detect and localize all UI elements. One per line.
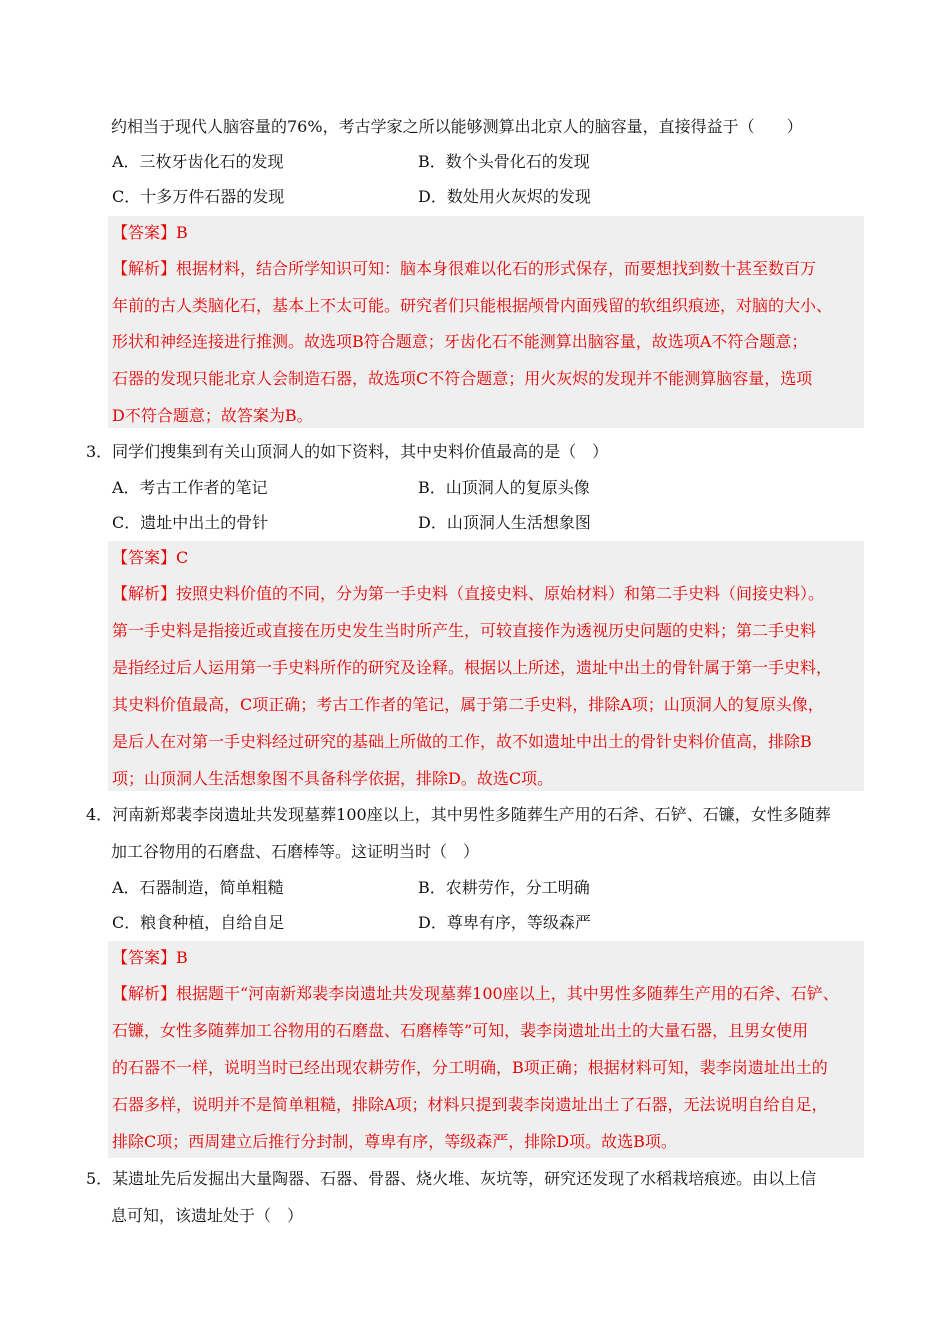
q2-stem-tail: 约相当于现代人脑容量的76%，考古学家之所以能够测算出北京人的脑容量，直接得益于（ ） — [111, 117, 803, 136]
q2-answer-box — [108, 216, 864, 428]
q3-analysis-line: 第一手史料是指接近或直接在历史发生当时所产生，可较直接作为透视历史问题的史料；第二手史料 — [112, 621, 817, 640]
q3-analysis-line: 项；山顶洞人生活想象图不具备科学依据，排除D。故选C项。 — [112, 769, 554, 788]
q3-answer: 【答案】C — [112, 548, 189, 567]
q2-answer: 【答案】B — [112, 223, 188, 242]
q5-stem-line1: 5．某遗址先后发掘出大量陶器、石器、骨器、烧火堆、灰坑等，研究还发现了水稻栽培痕迹。由以上信 — [86, 1169, 817, 1188]
q3-option-b: B．山顶洞人的复原头像 — [418, 478, 590, 497]
q4-stem-line1: 4．河南新郑裴李岗遗址共发现墓葬100座以上，其中男性多随葬生产用的石斧、石铲、石镰，女性多随葬 — [86, 805, 831, 824]
q3-stem: 3．同学们搜集到有关山顶洞人的如下资料，其中史料价值最高的是（ ） — [86, 442, 609, 461]
q3-analysis-line: 是后人在对第一手史料经过研究的基础上所做的工作，故不如遗址中出土的骨针史料价值高，排除B — [112, 732, 812, 751]
q3-analysis-line: 其史料价值最高，C项正确；考古工作者的笔记，属于第二手史料，排除A项；山顶洞人的复原头像， — [112, 695, 824, 714]
q3-option-d: D．山顶洞人生活想象图 — [418, 513, 591, 532]
q4-option-a: A．石器制造，简单粗糙 — [112, 878, 284, 897]
q4-option-b: B．农耕劳作，分工明确 — [418, 878, 590, 897]
q4-answer: 【答案】B — [112, 948, 188, 967]
q2-option-b: B．数个头骨化石的发现 — [418, 152, 590, 171]
q2-analysis-line: 石器的发现只能北京人会制造石器，故选项C不符合题意；用火灰烬的发现并不能测算脑容量，选项 — [112, 369, 813, 388]
q3-analysis-line: 【解析】按照史料价值的不同，分为第一手史料（直接史料、原始材料）和第二手史料（间接史料）。 — [112, 584, 825, 603]
q2-analysis-line: 【解析】根据材料，结合所学知识可知：脑本身很难以化石的形式保存，而要想找到数十甚至数百万 — [112, 259, 817, 278]
q3-analysis-line: 是指经过后人运用第一手史料所作的研究及诠释。根据以上所述，遗址中出土的骨针属于第一手史料， — [112, 658, 833, 677]
q4-analysis-line: 【解析】根据题干“河南新郑裴李岗遗址共发现墓葬100座以上，其中男性多随葬生产用的石斧、石铲、 — [112, 984, 839, 1003]
q2-option-c: C．十多万件石器的发现 — [112, 187, 285, 206]
q2-analysis-line: 年前的古人类脑化石，基本上不太可能。研究者们只能根据颅骨内面残留的软组织痕迹，对脑的大小、 — [112, 296, 833, 315]
q4-stem-line2: 加工谷物用的石磨盘、石磨棒等。这证明当时（ ） — [111, 842, 480, 861]
q4-analysis-line: 石器多样，说明并不是简单粗糙，排除A项；材料只提到裴李岗遗址出土了石器，无法说明自给自足， — [112, 1095, 828, 1114]
q4-option-d: D．尊卑有序，等级森严 — [418, 913, 591, 932]
q3-answer-box — [108, 541, 864, 791]
q5-stem-line2: 息可知，该遗址处于（ ） — [111, 1206, 304, 1225]
q4-answer-box — [108, 941, 864, 1158]
q2-analysis-line: 形状和神经连接进行推测。故选项B符合题意；牙齿化石不能测算出脑容量，故选项A不符合题意； — [112, 332, 808, 351]
q4-option-c: C．粮食种植，自给自足 — [112, 913, 285, 932]
q2-option-d: D．数处用火灰烬的发现 — [418, 187, 591, 206]
q3-option-c: C．遗址中出土的骨针 — [112, 513, 269, 532]
q3-option-a: A．考古工作者的笔记 — [112, 478, 268, 497]
q4-analysis-line: 排除C项；西周建立后推行分封制，尊卑有序，等级森严，排除D项。故选B项。 — [112, 1132, 677, 1151]
q4-analysis-line: 的石器不一样，说明当时已经出现农耕劳作，分工明确，B项正确；根据材料可知，裴李岗遗址出土的 — [112, 1058, 828, 1077]
q4-analysis-line: 石镰，女性多随葬加工谷物用的石磨盘、石磨棒等”可知，裴李岗遗址出土的大量石器，且男女使用 — [112, 1021, 809, 1040]
q2-option-a: A．三枚牙齿化石的发现 — [112, 152, 284, 171]
q2-analysis-line: D不符合题意；故答案为B。 — [112, 406, 313, 425]
